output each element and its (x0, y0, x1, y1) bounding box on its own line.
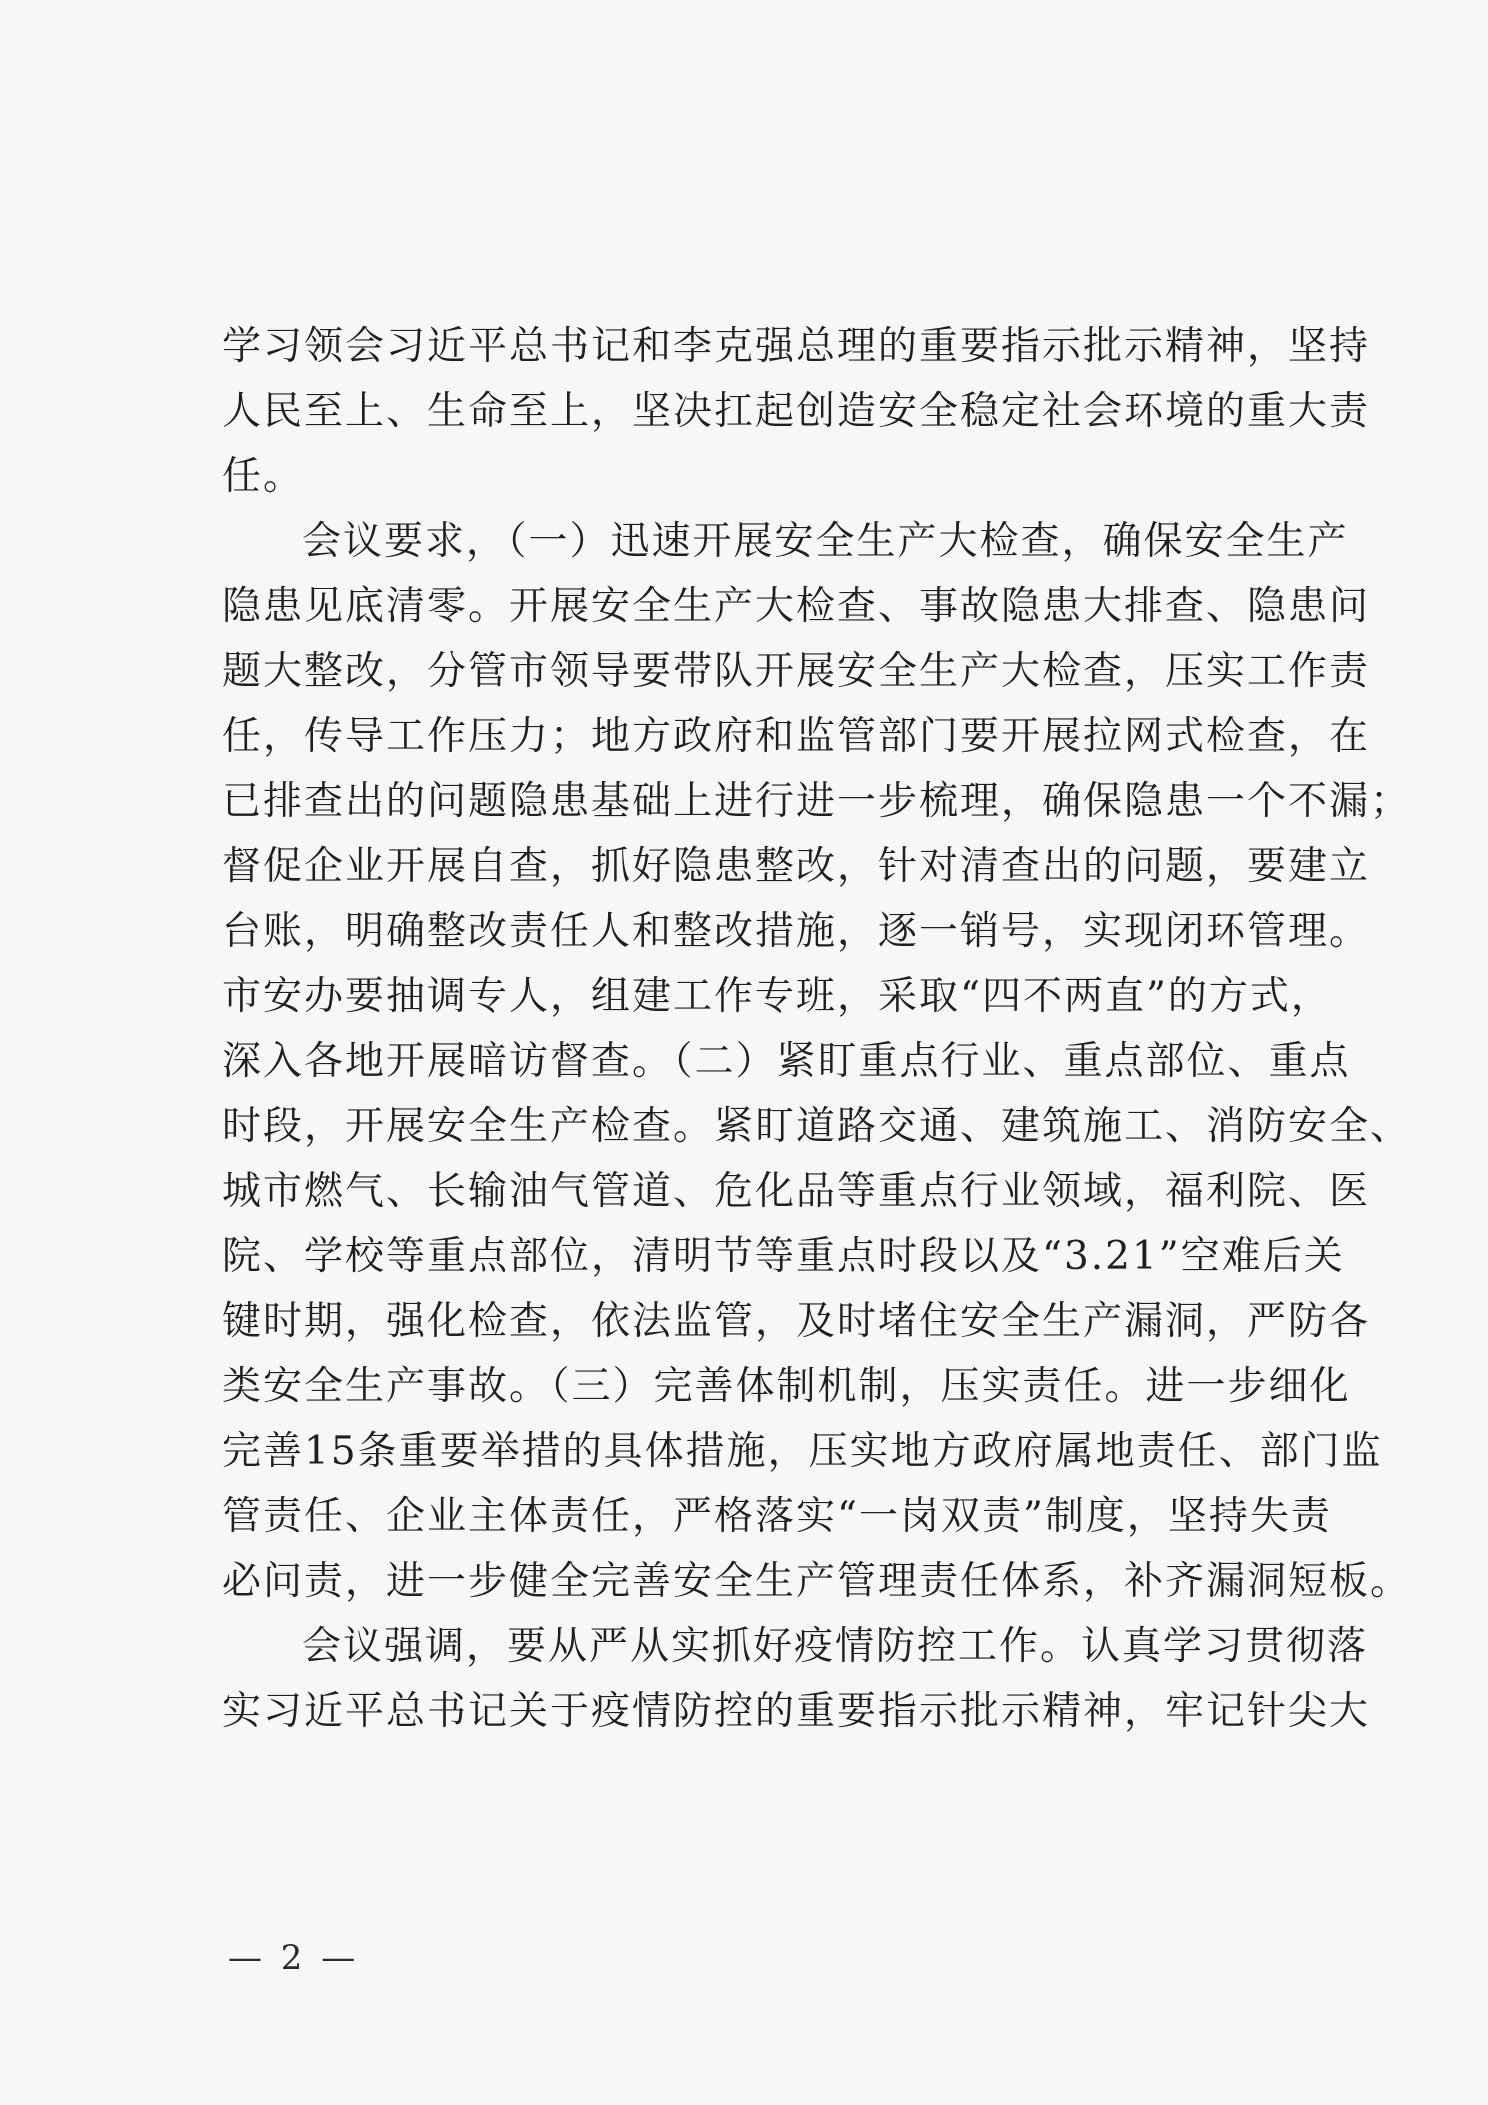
text-line: 督促企业开展自查，抓好隐患整改，针对清查出的问题，要建立 (222, 844, 1371, 889)
text-line: 深入各地开展暗访督查。（二）紧盯重点行业、重点部位、重点 (222, 1039, 1351, 1084)
text-line: 城市燃气、长输油气管道、危化品等重点行业领域，福利院、医 (222, 1169, 1371, 1214)
text-line: 台账，明确整改责任人和整改措施，逐一销号，实现闭环管理。 (222, 909, 1371, 954)
text-line: 任，传导工作压力；地方政府和监管部门要开展拉网式检查，在 (222, 714, 1371, 759)
page-number: — 2 — (228, 1938, 360, 1978)
text-line: 会议强调，要从严从实抓好疫情防控工作。认真学习贯彻落 (302, 1624, 1369, 1669)
text-line: 市安办要抽调专人，组建工作专班，采取“四不两直”的方式， (222, 974, 1332, 1019)
text-line: 任。 (222, 454, 305, 499)
text-line: 键时期，强化检查，依法监管，及时堵住安全生产漏洞，严防各 (222, 1299, 1371, 1344)
text-line: 学习领会习近平总书记和李克强总理的重要指示批示精神，坚持 (222, 324, 1371, 369)
text-line: 人民至上、生命至上，坚决扛起创造安全稳定社会环境的重大责 (222, 389, 1371, 434)
text-line: 管责任、企业主体责任，严格落实“一岗双责”制度，坚持失责 (222, 1494, 1332, 1539)
text-line: 隐患见底清零。开展安全生产大检查、事故隐患大排查、隐患问 (222, 584, 1371, 629)
text-line: 题大整改，分管市领导要带队开展安全生产大检查，压实工作责 (222, 649, 1371, 694)
text-line: 实习近平总书记关于疫情防控的重要指示批示精神，牢记针尖大 (222, 1689, 1371, 1734)
text-line: 已排查出的问题隐患基础上进行进一步梳理，确保隐患一个不漏； (222, 779, 1412, 824)
text-line: 时段，开展安全生产检查。紧盯道路交通、建筑施工、消防安全、 (222, 1104, 1412, 1149)
body-text (222, 314, 1412, 1744)
text-line: 院、学校等重点部位，清明节等重点时段以及“3.21”空难后关 (222, 1234, 1345, 1279)
text-line: 会议要求，（一）迅速开展安全生产大检查，确保安全生产 (302, 519, 1349, 564)
text-line: 必问责，进一步健全完善安全生产管理责任体系，补齐漏洞短板。 (222, 1559, 1412, 1604)
text-line: 类安全生产事故。（三）完善体制机制，压实责任。进一步细化 (222, 1364, 1351, 1409)
text-line: 完善15条重要举措的具体措施，压实地方政府属地责任、部门监 (222, 1429, 1383, 1474)
